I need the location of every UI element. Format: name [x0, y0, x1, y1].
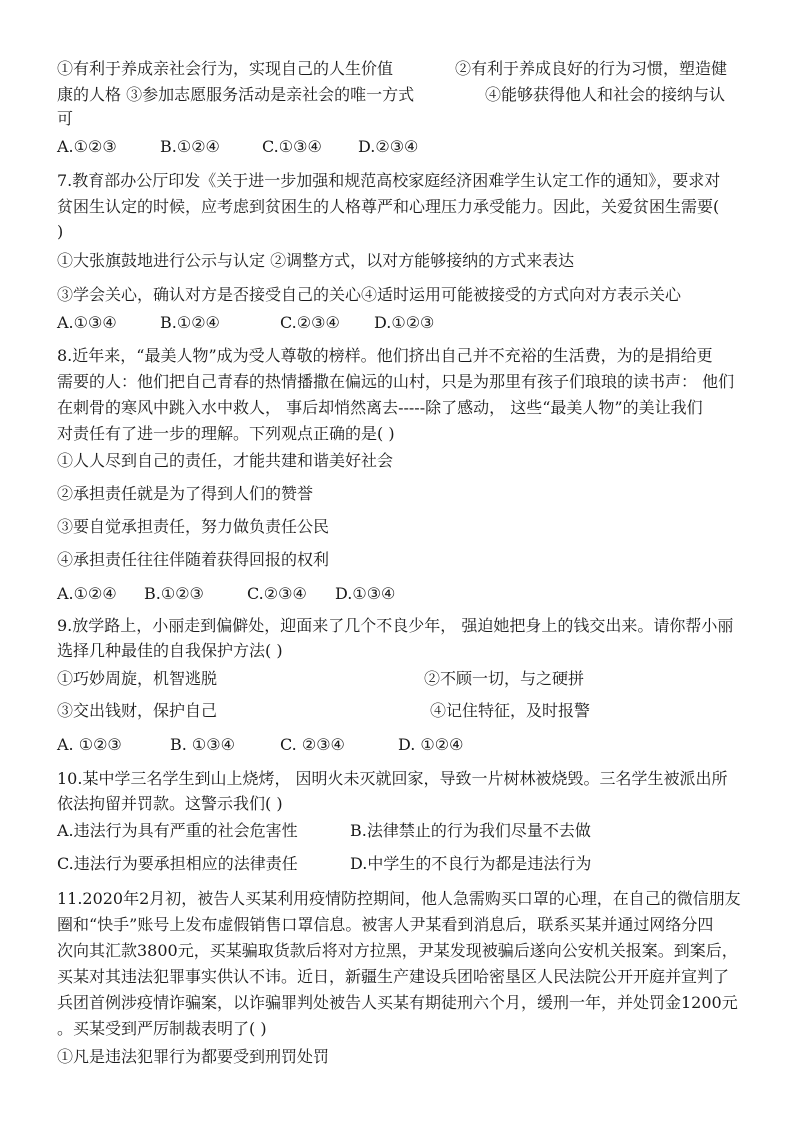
q6-item-3: 康的人格 ③参加志愿服务活动是亲社会的唯一方式: [57, 85, 415, 104]
q9-item-4: ④记住特征，及时报警: [430, 701, 591, 720]
q11-stem-line-5: 兵团首例涉疫情诈骗案，以诈骗罪判处被告人买某有期徒刑六个月，缓刑一年，并处罚金1200元: [57, 993, 738, 1012]
q11-stem-line-3: 次向其汇款3800元，买某骗取货款后将对方拉黑，尹某发现被骗后遂向公安机关报案。到案后，: [57, 941, 738, 960]
q7-option-d: D.①②③: [374, 313, 435, 332]
q9-option-d: D. ①②④: [398, 735, 464, 754]
q9-option-b: B. ①③④: [170, 735, 235, 754]
q8-option-a: A.①②④: [57, 584, 117, 603]
q6-option-c: C.①③④: [262, 137, 322, 156]
q9-option-a: A. ①②③: [57, 735, 122, 754]
q8-item-4: ④承担责任往往伴随着获得回报的权利: [57, 550, 330, 569]
q8-item-2: ②承担责任就是为了得到人们的赞誉: [57, 484, 314, 503]
q7-items-line-2: ③学会关心，确认对方是否接受自己的关心④适时运用可能被接受的方式向对方表示关心: [57, 285, 682, 304]
q11-stem-line-6: 。买某受到严厉制裁表明了( ): [57, 1019, 267, 1038]
q7-stem-line-1: 7.教育部办公厅印发《关于进一步加强和规范高校家庭经济困难学生认定工作的通知》，要求对: [57, 171, 721, 190]
q11-stem-line-2: 圈和“快手”账号上发布虚假销售口罩信息。被害人尹某看到消息后，联系买某并通过网络分四: [57, 915, 714, 934]
q8-option-b: B.①②③: [144, 584, 204, 603]
q7-option-b: B.①②④: [160, 313, 220, 332]
q6-option-d: D.②③④: [358, 137, 419, 156]
q11-stem-line-4: 买某对其违法犯罪事实供认不讳。近日，新疆生产建设兵团哈密垦区人民法院公开开庭并宣判了: [57, 967, 730, 986]
q8-item-3: ③要自觉承担责任，努力做负责任公民: [57, 517, 330, 536]
q6-item-4: ④能够获得他人和社会的接纳与认: [485, 85, 726, 104]
q8-item-1: ①人人尽到自己的责任，才能共建和谐美好社会: [57, 451, 394, 470]
q8-stem-line-4: 对责任有了进一步的理解。下列观点正确的是( ): [57, 424, 395, 443]
q7-stem-line-2: 贫困生认定的时候，应考虑到贫困生的人格尊严和心理压力承受能力。因此，关爱贫困生需要(: [57, 197, 720, 216]
q11-item-1: ①凡是违法犯罪行为都要受到刑罚处罚: [57, 1047, 330, 1066]
q6-item-4-cont: 可: [57, 109, 74, 128]
q9-stem-line-1: 9.放学路上，小丽走到偏僻处，迎面来了几个不良少年， 强迫她把身上的钱交出来。请你帮小丽: [57, 616, 734, 635]
q9-stem-line-2: 选择几种最佳的自我保护方法( ): [57, 641, 283, 660]
q6-item-2: ②有利于养成良好的行为习惯，塑造健: [455, 59, 728, 78]
q6-option-b: B.①②④: [160, 137, 220, 156]
q7-items-line-1: ①大张旗鼓地进行公示与认定 ②调整方式，以对方能够接纳的方式来表达: [57, 251, 575, 270]
q10-option-a: A.违法行为具有严重的社会危害性: [57, 821, 298, 840]
q7-option-c: C.②③④: [280, 313, 340, 332]
q8-stem-line-2: 需要的人：他们把自己青春的热情播撒在偏远的山村，只是为那里有孩子们琅琅的读书声： 他们: [57, 372, 735, 391]
q6-option-a: A.①②③: [57, 137, 117, 156]
q9-item-1: ①巧妙周旋，机智逃脱: [57, 669, 218, 688]
q7-stem-line-3: ): [57, 222, 64, 241]
q10-stem-line-1: 10.某中学三名学生到山上烧烤， 因明火未灭就回家，导致一片树林被烧毁。三名学生被派出所: [57, 769, 728, 788]
q9-item-2: ②不顾一切，与之硬拼: [424, 669, 585, 688]
q8-stem-line-3: 在刺骨的寒风中跳入水中救人， 事后却悄然离去-----除了感动， 这些“最美人物”的美让我们: [57, 398, 703, 417]
q11-stem-line-1: 11.2020年2月初，被告人买某利用疫情防控期间，他人急需购买口罩的心理，在自己的微信朋友: [57, 889, 741, 908]
q8-option-c: C.②③④: [247, 584, 307, 603]
q6-item-1: ①有利于养成亲社会行为，实现自己的人生价值: [57, 59, 394, 78]
q10-option-b: B.法律禁止的行为我们尽量不去做: [350, 821, 591, 840]
q10-option-d: D.中学生的不良行为都是违法行为: [350, 854, 592, 873]
q8-option-d: D.①③④: [335, 584, 396, 603]
q9-option-c: C. ②③④: [280, 735, 345, 754]
q10-option-c: C.违法行为要承担相应的法律责任: [57, 854, 298, 873]
q7-option-a: A.①③④: [57, 313, 117, 332]
q9-item-3: ③交出钱财，保护自己: [57, 701, 218, 720]
q8-stem-line-1: 8.近年来，“最美人物”成为受人尊敬的榜样。他们挤出自己并不充裕的生活费，为的是捐给更: [57, 346, 713, 365]
q10-stem-line-2: 依法拘留并罚款。这警示我们( ): [57, 794, 283, 813]
